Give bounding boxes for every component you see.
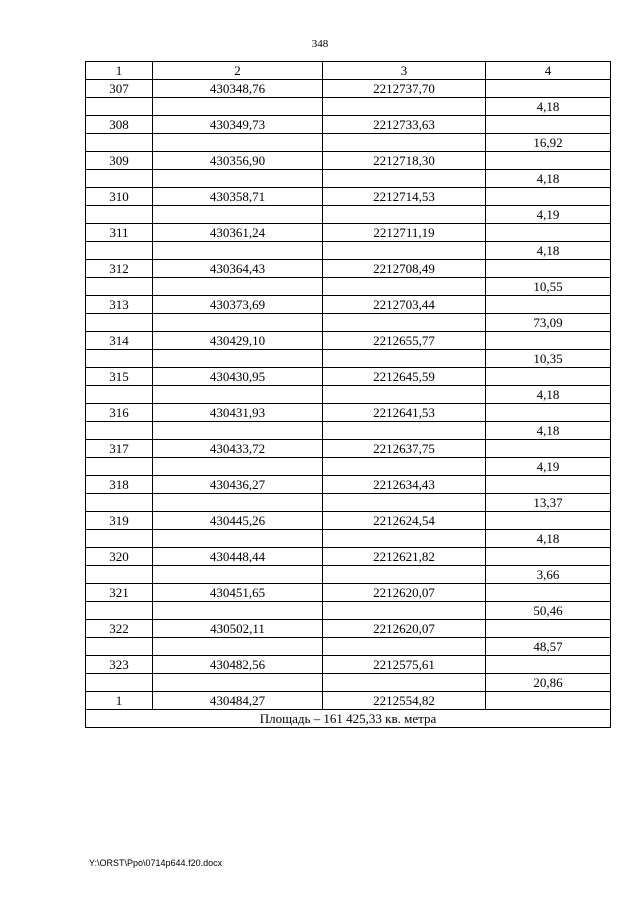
table-cell: 321: [86, 584, 153, 602]
column-header: 3: [323, 62, 486, 80]
table-row: [86, 512, 611, 530]
table-cell: [86, 422, 153, 440]
coordinates-table: [85, 61, 611, 728]
table-row: [86, 368, 611, 386]
table-row: [86, 314, 611, 332]
table-row: [86, 242, 611, 260]
table-cell: [323, 98, 486, 116]
table-row: [86, 656, 611, 674]
table-cell: [153, 242, 323, 260]
table-row: [86, 278, 611, 296]
table-cell: [486, 224, 611, 242]
table-row: [86, 602, 611, 620]
table-cell: [153, 422, 323, 440]
table-cell: 1: [86, 692, 153, 710]
table-cell: 2212621,82: [323, 548, 486, 566]
table-row: [86, 188, 611, 206]
table-row: [86, 116, 611, 134]
table-cell: 430433,72: [153, 440, 323, 458]
table-cell: [153, 314, 323, 332]
table-row: [86, 440, 611, 458]
table-cell: 4,18: [486, 530, 611, 548]
table-cell: 430430,95: [153, 368, 323, 386]
table-cell: 2212718,30: [323, 152, 486, 170]
area-total: Площадь – 161 425,33 кв. метра: [86, 710, 611, 728]
table-cell: [486, 476, 611, 494]
table-cell: 2212708,49: [323, 260, 486, 278]
table-cell: [486, 188, 611, 206]
table-cell: 307: [86, 80, 153, 98]
table-cell: [153, 350, 323, 368]
table-row: [86, 692, 611, 710]
table-cell: 2212554,82: [323, 692, 486, 710]
table-cell: 4,18: [486, 422, 611, 440]
table-row: [86, 494, 611, 512]
table-body: [86, 80, 611, 710]
table-row: [86, 584, 611, 602]
table-cell: [153, 206, 323, 224]
table-cell: 317: [86, 440, 153, 458]
table-row: [86, 80, 611, 98]
table-cell: 315: [86, 368, 153, 386]
table-cell: 10,35: [486, 350, 611, 368]
table-cell: 430445,26: [153, 512, 323, 530]
table-cell: [486, 152, 611, 170]
table-cell: [153, 566, 323, 584]
table-cell: [486, 656, 611, 674]
column-header: 1: [86, 62, 153, 80]
table-row: [86, 206, 611, 224]
table-cell: 4,18: [486, 170, 611, 188]
table-cell: 314: [86, 332, 153, 350]
table-cell: 430356,90: [153, 152, 323, 170]
table-cell: [323, 566, 486, 584]
table-cell: 48,57: [486, 638, 611, 656]
table-cell: 50,46: [486, 602, 611, 620]
table-cell: [86, 98, 153, 116]
table-row: [86, 566, 611, 584]
table-row: [86, 98, 611, 116]
table-cell: [323, 422, 486, 440]
table-cell: [86, 566, 153, 584]
table-cell: [86, 350, 153, 368]
table-cell: [486, 440, 611, 458]
table-cell: [486, 404, 611, 422]
table-row: [86, 548, 611, 566]
table-cell: [86, 134, 153, 152]
table-row: [86, 260, 611, 278]
table-cell: 430358,71: [153, 188, 323, 206]
table-row: [86, 296, 611, 314]
table-cell: 430348,76: [153, 80, 323, 98]
table-cell: [86, 206, 153, 224]
table-cell: [86, 494, 153, 512]
table-cell: [153, 134, 323, 152]
table-header-row: [86, 62, 611, 80]
table-cell: [86, 530, 153, 548]
table-cell: [486, 260, 611, 278]
table-cell: 2212624,54: [323, 512, 486, 530]
table-row: [86, 404, 611, 422]
table-cell: 4,19: [486, 458, 611, 476]
table-cell: 308: [86, 116, 153, 134]
table-cell: 2212641,53: [323, 404, 486, 422]
table-cell: [486, 548, 611, 566]
table-cell: 16,92: [486, 134, 611, 152]
table-cell: 10,55: [486, 278, 611, 296]
table-cell: [153, 278, 323, 296]
table-cell: [323, 350, 486, 368]
table-cell: 73,09: [486, 314, 611, 332]
table-cell: [323, 494, 486, 512]
table-cell: 309: [86, 152, 153, 170]
table-cell: 2212620,07: [323, 584, 486, 602]
table-cell: 2212714,53: [323, 188, 486, 206]
table-cell: 430431,93: [153, 404, 323, 422]
table-cell: 2212703,44: [323, 296, 486, 314]
table-cell: 430448,44: [153, 548, 323, 566]
table-cell: 4,18: [486, 386, 611, 404]
table-cell: [153, 638, 323, 656]
table-cell: [86, 458, 153, 476]
table-cell: [323, 530, 486, 548]
table-cell: [153, 674, 323, 692]
table-row: [86, 422, 611, 440]
table-cell: [86, 242, 153, 260]
table-cell: 323: [86, 656, 153, 674]
table-cell: [86, 386, 153, 404]
table-cell: [86, 638, 153, 656]
table-cell: 430364,43: [153, 260, 323, 278]
table-cell: [323, 674, 486, 692]
table-cell: 320: [86, 548, 153, 566]
table-cell: [323, 242, 486, 260]
table-cell: 430349,73: [153, 116, 323, 134]
table-cell: 316: [86, 404, 153, 422]
table-row: [86, 152, 611, 170]
area-row: [86, 710, 611, 728]
table-cell: 13,37: [486, 494, 611, 512]
table-cell: [153, 458, 323, 476]
table-cell: [486, 296, 611, 314]
table-cell: [86, 278, 153, 296]
table-cell: [323, 602, 486, 620]
table-row: [86, 674, 611, 692]
table-cell: [323, 638, 486, 656]
table-cell: [323, 386, 486, 404]
table-cell: [153, 386, 323, 404]
table-cell: [323, 278, 486, 296]
table-cell: [153, 602, 323, 620]
table-cell: [486, 80, 611, 98]
table-row: [86, 134, 611, 152]
table-cell: [323, 206, 486, 224]
table-cell: 2212733,63: [323, 116, 486, 134]
table-cell: 313: [86, 296, 153, 314]
table-cell: 4,19: [486, 206, 611, 224]
table-cell: 430361,24: [153, 224, 323, 242]
table-cell: [323, 314, 486, 332]
table-cell: 2212620,07: [323, 620, 486, 638]
table-cell: 430429,10: [153, 332, 323, 350]
table-cell: 312: [86, 260, 153, 278]
table-cell: [486, 512, 611, 530]
table-cell: [486, 116, 611, 134]
table-cell: 2212711,19: [323, 224, 486, 242]
table-cell: 3,66: [486, 566, 611, 584]
table-cell: 322: [86, 620, 153, 638]
column-header: 2: [153, 62, 323, 80]
table-row: [86, 638, 611, 656]
table-cell: [486, 584, 611, 602]
table-cell: 20,86: [486, 674, 611, 692]
file-path-footer: Y:\ORST\Ppo\0714p644.f20.docx: [89, 858, 223, 868]
table-row: [86, 350, 611, 368]
table-cell: 319: [86, 512, 153, 530]
table-cell: 430373,69: [153, 296, 323, 314]
table-cell: 2212645,59: [323, 368, 486, 386]
table-cell: 430484,27: [153, 692, 323, 710]
table-cell: 430502,11: [153, 620, 323, 638]
table-row: [86, 476, 611, 494]
table-row: [86, 170, 611, 188]
table-row: [86, 386, 611, 404]
table-cell: 311: [86, 224, 153, 242]
table-cell: [486, 692, 611, 710]
table-cell: [86, 674, 153, 692]
table-cell: 430451,65: [153, 584, 323, 602]
table-cell: 4,18: [486, 98, 611, 116]
table-cell: [153, 494, 323, 512]
table-cell: 2212634,43: [323, 476, 486, 494]
table-cell: [86, 602, 153, 620]
table-cell: 2212655,77: [323, 332, 486, 350]
table-row: [86, 458, 611, 476]
table-cell: [323, 170, 486, 188]
table-cell: [86, 314, 153, 332]
page-number: 348: [311, 38, 329, 50]
table-cell: [323, 458, 486, 476]
table-cell: 318: [86, 476, 153, 494]
table-row: [86, 530, 611, 548]
table-cell: 2212575,61: [323, 656, 486, 674]
table-row: [86, 332, 611, 350]
table-cell: [486, 368, 611, 386]
table-cell: [153, 170, 323, 188]
table-row: [86, 224, 611, 242]
table-cell: 2212737,70: [323, 80, 486, 98]
table-cell: [153, 530, 323, 548]
table-cell: 2212637,75: [323, 440, 486, 458]
table-cell: [86, 170, 153, 188]
table-cell: 310: [86, 188, 153, 206]
table-cell: 4,18: [486, 242, 611, 260]
table-cell: [323, 134, 486, 152]
table-cell: [486, 620, 611, 638]
table-cell: 430436,27: [153, 476, 323, 494]
table-row: [86, 620, 611, 638]
column-header: 4: [486, 62, 611, 80]
table-cell: [153, 98, 323, 116]
table-cell: [486, 332, 611, 350]
table-cell: 430482,56: [153, 656, 323, 674]
